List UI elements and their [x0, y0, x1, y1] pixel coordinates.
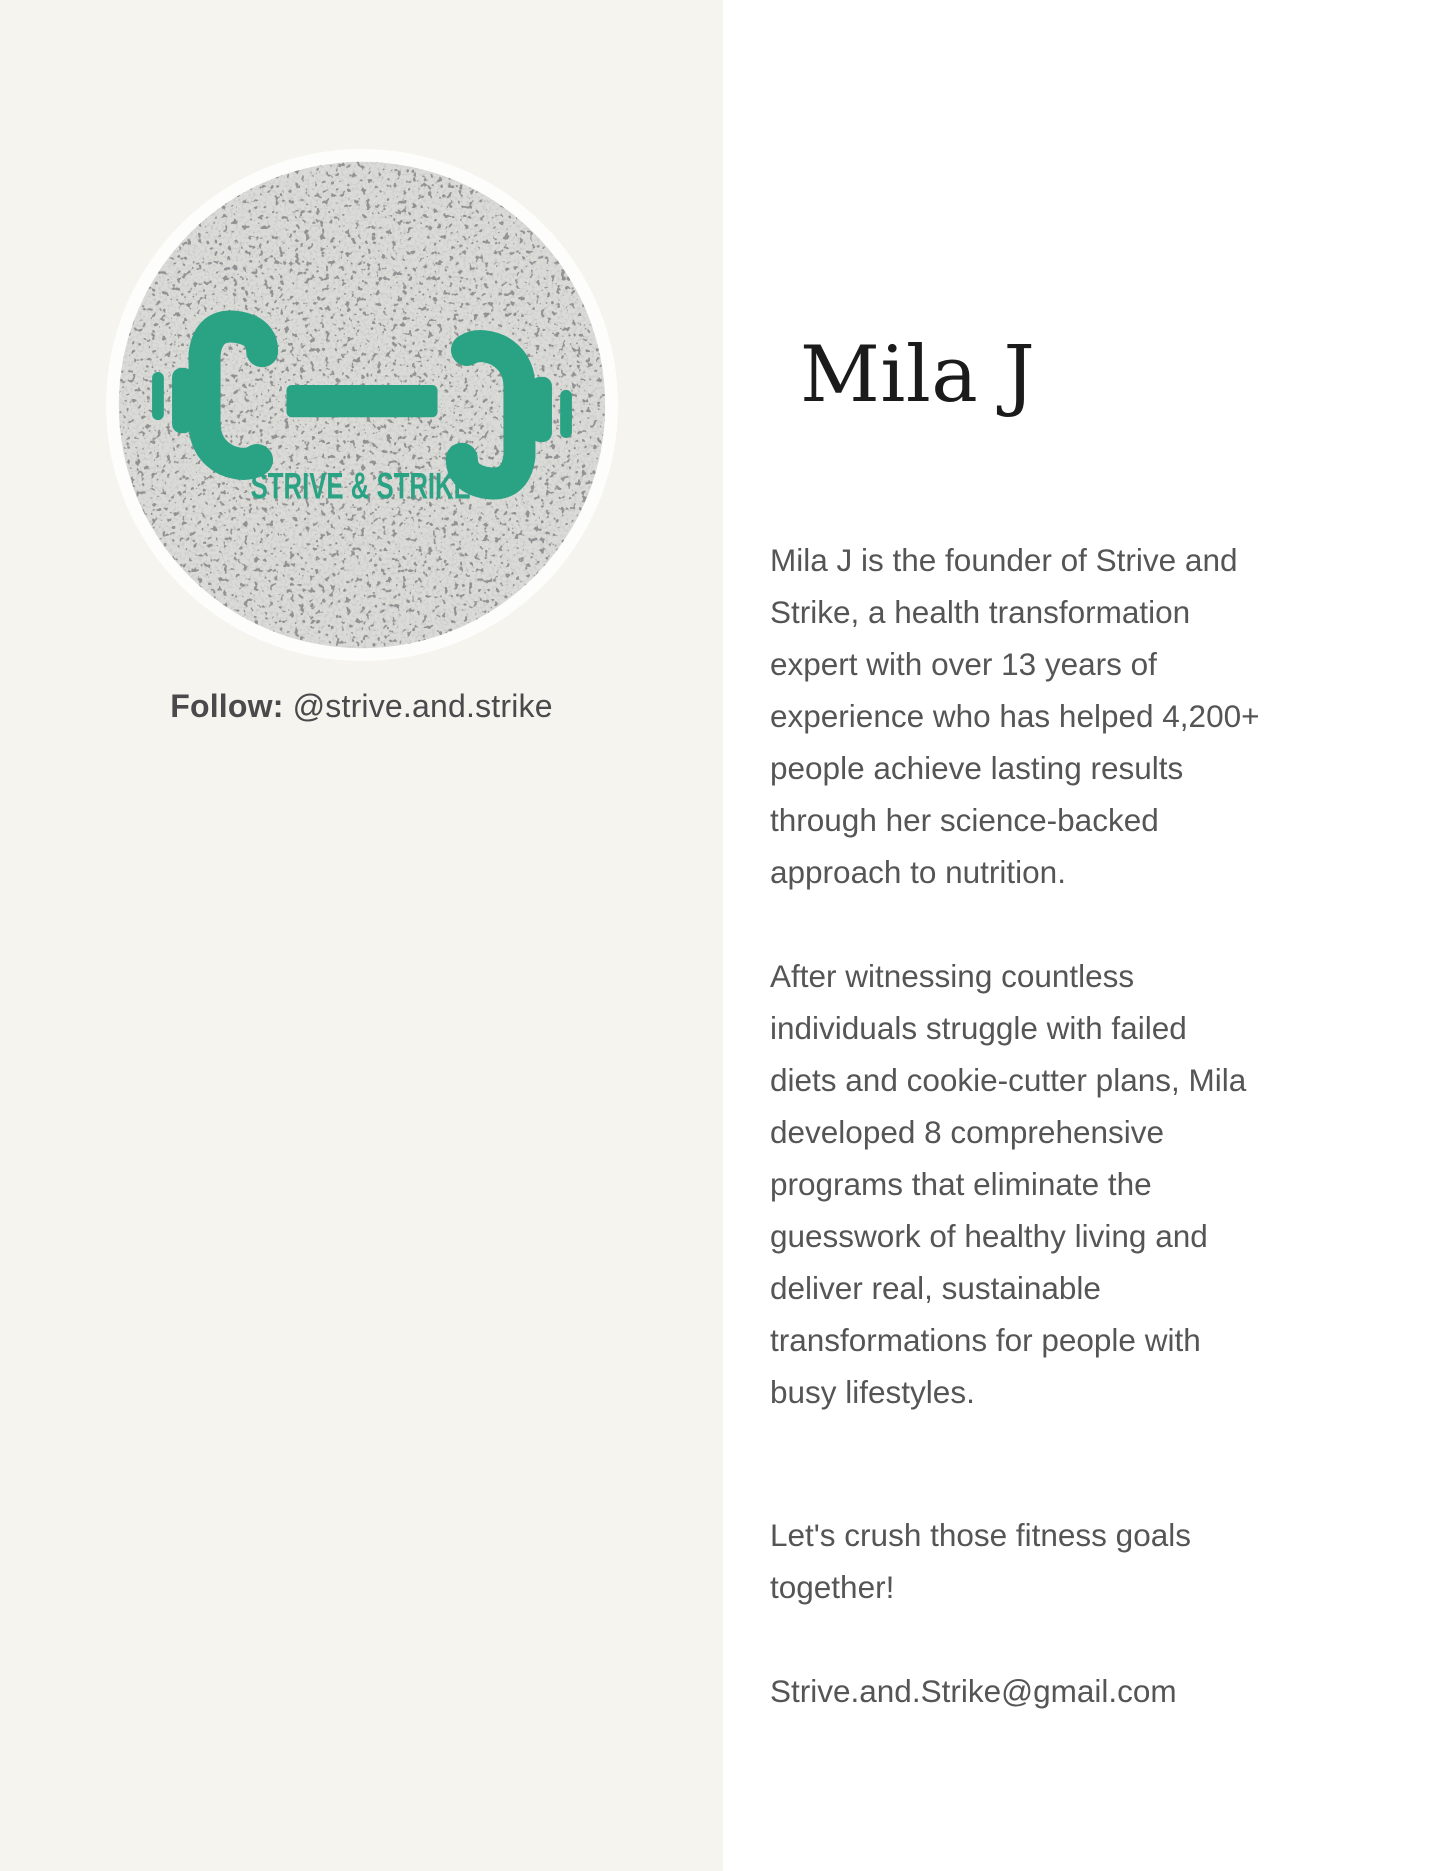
- social-handle: @strive.and.strike: [292, 688, 553, 724]
- closing-line: Let's crush those fitness goals together!: [770, 1517, 1191, 1605]
- brand-name: STRIVE & STRIKE: [250, 464, 471, 507]
- bio-paragraph-1: Mila J is the founder of Strive and Strike, a health transformation expert with over 13 years of experience who has helped 4,200+ people achieve lasting results through her science-backed approach to nutrition.: [770, 542, 1260, 890]
- follow-label: Follow:: [170, 688, 284, 724]
- bio-paragraph-2: After witnessing countless individuals struggle with failed diets and cookie-cutter plans, Mila developed 8 comprehensive programs that eliminate the guesswork of healthy living and deliver real, sustainable transformations for people with busy lifestyles.: [770, 958, 1247, 1410]
- email-address: Strive.and.Strike@gmail.com: [770, 1673, 1177, 1709]
- main-content: [723, 0, 1445, 1871]
- brand-logo-badge: [106, 149, 618, 661]
- page-title: Mila J: [800, 330, 1036, 420]
- follow-line: [0, 688, 723, 725]
- strive-strike-logo: [106, 149, 618, 661]
